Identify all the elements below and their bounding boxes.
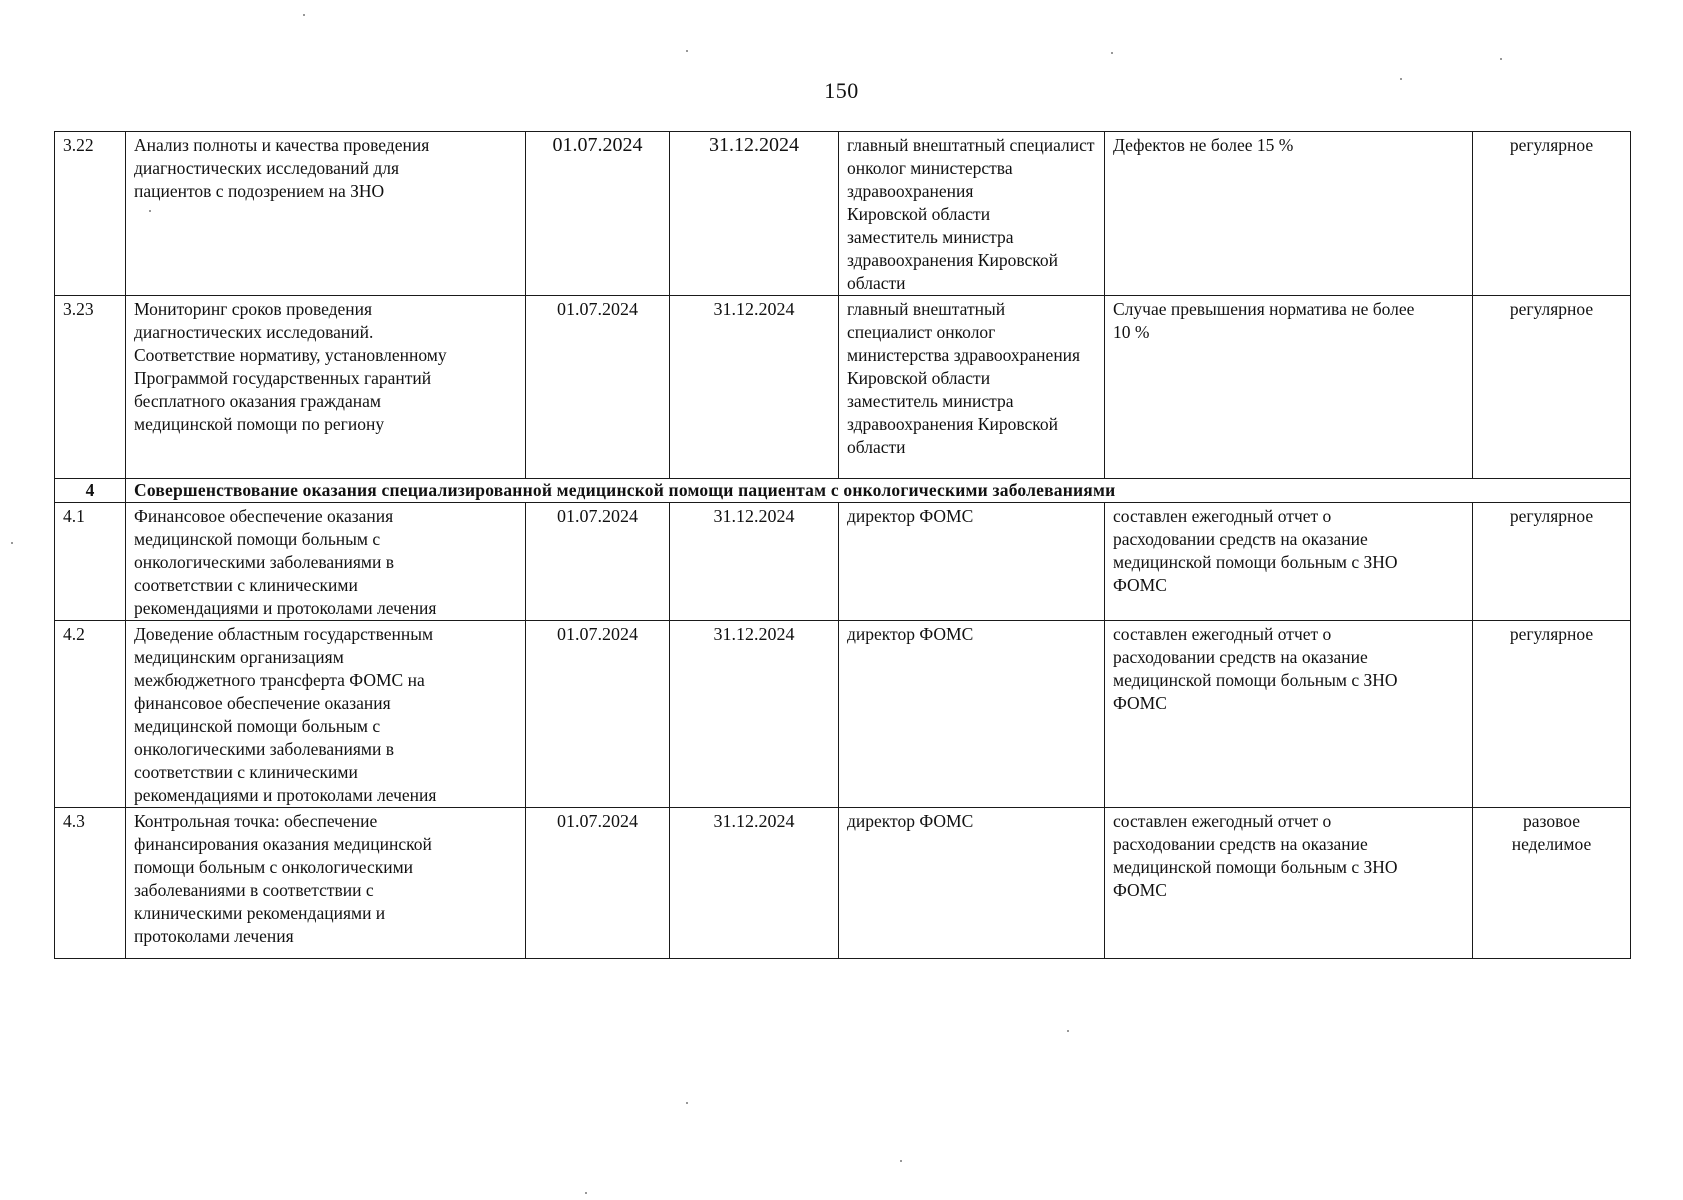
activity-cell: Контрольная точка: обеспечение финансирования оказания медицинской помощи больным с онкологическими заболеваниями в соответствии с клиническими рекомендациями и протоколами лечения — [126, 808, 526, 959]
table-row — [55, 503, 1631, 621]
type-cell: регулярное — [1473, 503, 1631, 621]
responsible-cell: директор ФОМС — [839, 621, 1105, 808]
scan-speck — [11, 542, 13, 544]
row-number: 3.22 — [55, 132, 126, 296]
responsible-cell: главный внештатный специалист онколог министерства здравоохранения Кировской области заместитель министра здравоохранения Кировской области — [839, 296, 1105, 479]
start-date-cell: 01.07.2024 — [526, 132, 670, 296]
scan-speck — [149, 210, 151, 212]
page-number: 150 — [824, 78, 859, 103]
scan-speck — [585, 1192, 587, 1194]
table-row — [55, 132, 1631, 296]
row-number: 4.1 — [55, 503, 126, 621]
end-date-cell: 31.12.2024 — [670, 503, 839, 621]
result-cell: составлен ежегодный отчет о расходовании средств на оказание медицинской помощи больным с ЗНО ФОМС — [1105, 808, 1473, 959]
responsible-cell: директор ФОМС — [839, 808, 1105, 959]
activity-cell: Мониторинг сроков проведения диагностических исследований. Соответствие нормативу, установленному Программой государственных гарантий бесплатного оказания гражданам медицинской помощи по региону — [126, 296, 526, 479]
scan-speck — [1400, 78, 1402, 80]
row-number: 4.2 — [55, 621, 126, 808]
section-header-row — [55, 479, 1631, 503]
type-cell: разовое неделимое — [1473, 808, 1631, 959]
type-cell: регулярное — [1473, 132, 1631, 296]
scan-speck — [686, 1102, 688, 1104]
scan-speck — [1067, 1030, 1069, 1032]
start-date-cell: 01.07.2024 — [526, 808, 670, 959]
scan-speck — [1500, 58, 1502, 60]
start-date-cell: 01.07.2024 — [526, 621, 670, 808]
end-date-cell: 31.12.2024 — [670, 132, 839, 296]
activity-cell: Финансовое обеспечение оказания медицинской помощи больным с онкологическими заболеваниями в соответствии с клиническими рекомендациями и протоколами лечения — [126, 503, 526, 621]
type-cell: регулярное — [1473, 296, 1631, 479]
result-cell: составлен ежегодный отчет о расходовании средств на оказание медицинской помощи больным с ЗНО ФОМС — [1105, 503, 1473, 621]
activity-cell: Анализ полноты и качества проведения диагностических исследований для пациентов с подозрением на ЗНО — [126, 132, 526, 296]
responsible-cell: главный внештатный специалист онколог министерства здравоохранения Кировской области заместитель министра здравоохранения Кировской области — [839, 132, 1105, 296]
scan-speck — [1111, 52, 1113, 54]
end-date-cell: 31.12.2024 — [670, 621, 839, 808]
scan-speck — [900, 1160, 902, 1162]
scan-speck — [686, 50, 688, 52]
section-number: 4 — [55, 479, 126, 503]
end-date-cell: 31.12.2024 — [670, 808, 839, 959]
type-cell: регулярное — [1473, 621, 1631, 808]
activity-cell: Доведение областным государственным медицинским организациям межбюджетного трансферта ФОМС на финансовое обеспечение оказания медицинской помощи больным с онкологическими заболеваниями в соответствии с клиническими рекомендациями и протоколами лечения — [126, 621, 526, 808]
row-number: 4.3 — [55, 808, 126, 959]
row-number: 3.23 — [55, 296, 126, 479]
result-cell: составлен ежегодный отчет о расходовании средств на оказание медицинской помощи больным с ЗНО ФОМС — [1105, 621, 1473, 808]
table-row — [55, 296, 1631, 479]
scan-speck — [303, 14, 305, 16]
end-date-cell: 31.12.2024 — [670, 296, 839, 479]
table-row — [55, 808, 1631, 959]
table-row — [55, 621, 1631, 808]
activity-plan-table — [54, 131, 1631, 959]
section-title: Совершенствование оказания специализированной медицинской помощи пациентам с онкологическими заболеваниями — [126, 479, 1631, 503]
start-date-cell: 01.07.2024 — [526, 503, 670, 621]
responsible-cell: директор ФОМС — [839, 503, 1105, 621]
result-cell: Случае превышения норматива не более 10 % — [1105, 296, 1473, 479]
result-cell: Дефектов не более 15 % — [1105, 132, 1473, 296]
start-date-cell: 01.07.2024 — [526, 296, 670, 479]
